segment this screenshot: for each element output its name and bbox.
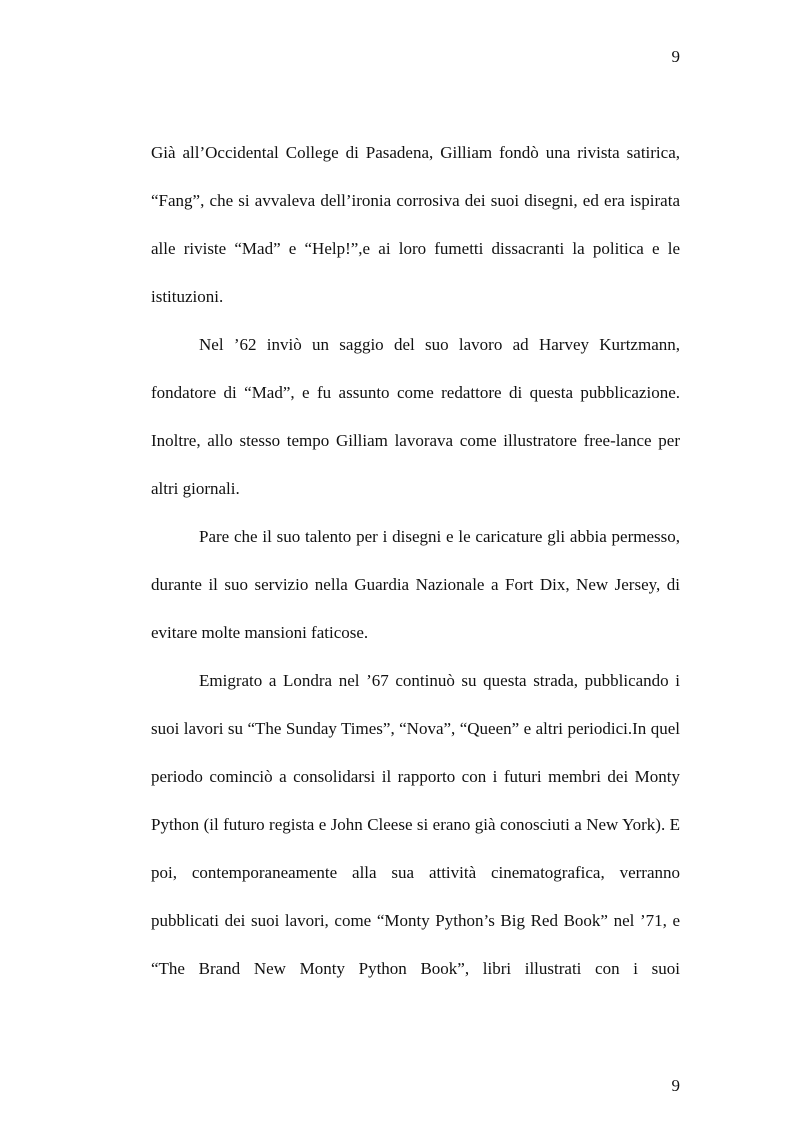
body-text (151, 129, 680, 993)
page-number-bottom: 9 (671, 1076, 680, 1095)
paragraph-1: Già all’Occidental College di Pasadena, Gilliam fondò una rivista satirica, “Fang”, che si avvaleva dell’ironia corrosiva dei suoi disegni, ed era ispirata alle riviste “Mad” e “Help!”,e ai loro fumetti dissacranti la politica e le istituzioni. (151, 143, 680, 306)
paragraph-4: Emigrato a Londra nel ’67 continuò su questa strada, pubblicando i suoi lavori su “The Sunday Times”, “Nova”, “Queen” e altri periodici.In quel periodo cominciò a consolidarsi il rapporto con i futuri membri dei Monty Python (il futuro regista e John Cleese si erano già conosciuti a New York). E poi, contemporaneamente alla sua attività cinematografica, verranno pubblicati dei suoi lavori, come “Monty Python’s Big Red Book” nel ’71, e “The Brand New Monty Python Book”, libri illustrati con i suoi (151, 671, 680, 978)
page-number-top: 9 (671, 47, 680, 66)
paragraph-2: Nel ’62 inviò un saggio del suo lavoro ad Harvey Kurtzmann, fondatore di “Mad”, e fu assunto come redattore di questa pubblicazione. Inoltre, allo stesso tempo Gilliam lavorava come illustratore free-lance per altri giornali. (151, 335, 680, 498)
paragraph-3: Pare che il suo talento per i disegni e le caricature gli abbia permesso, durante il suo servizio nella Guardia Nazionale a Fort Dix, New Jersey, di evitare molte mansioni faticose. (151, 527, 680, 642)
